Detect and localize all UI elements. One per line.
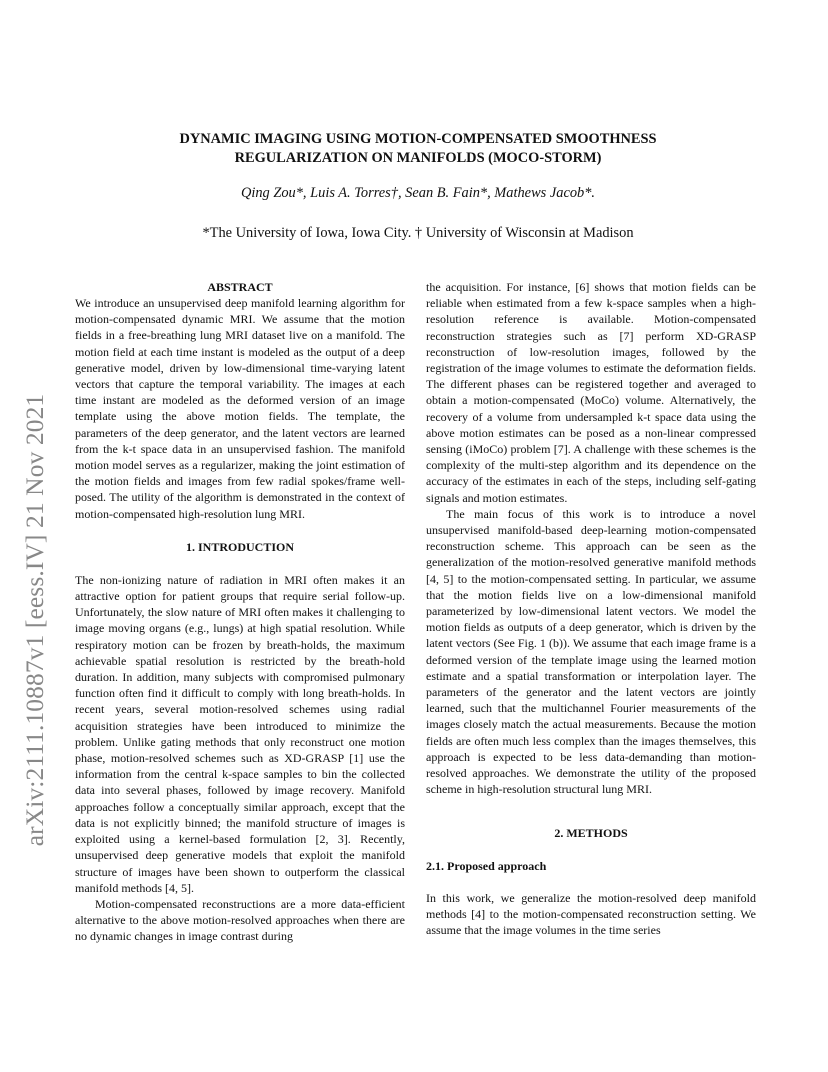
abstract-text: We introduce an unsupervised deep manifold learning algorithm for motion-compensated dynamic MRI. We assume that the motion fields in a free-breathing lung MRI dataset live on a manifold. The motion field at each time instant is modeled as the output of a deep generative model, driven by low-dimensional time-varying latent vectors that capture the temporal variability. The images at each time instant are modeled as the deformed version of an image template using the above motion fields. The template, the parameters of the deep generator, and the latent vectors are learned from the k-t space data in an unsupervised fashion. The manifold motion model serves as a regularizer, making the joint estimation of the motion fields and images from few radial spokes/frame well-posed. The utility of the algorithm is demonstrated in the context of motion-compensated high-resolution lung MRI.: [75, 296, 405, 521]
right-paragraph-1: the acquisition. For instance, [6] shows that motion fields can be reliable when estimated from a few k-space samples when a high-resolution reference is available. Motion-compensated reconstruction strategies such as [7] perform XD-GRASP reconstruction of low-resolution images, followed by the registration of the image volumes to estimate the deformation fields. The different phases can be registered together and averaged to obtain a motion-compensated (MoCo) volume. Alternatively, the recovery of a volume from undersampled k-t space data using the above motion estimates can be posed as a non-linear compressed sensing (iMoCo) problem [7]. A challenge with these schemes is the complexity of the multi-step algorithm and its dependence on the accuracy of the estimates in each of the steps, including self-gating signals and motion estimates.: [426, 280, 756, 505]
arxiv-id-text: arXiv:2111.10887v1 [eess.IV] 21 Nov 2021: [20, 393, 49, 847]
subsection-heading: 2.1. Proposed approach: [426, 858, 547, 873]
title-line-2: REGULARIZATION ON MANIFOLDS (MOCO-STORM): [234, 150, 602, 166]
intro-paragraph-2: Motion-compensated reconstructions are a more data-efficient alternative to the above motion-resolved approaches when there are no dynamic changes in image contrast during: [75, 896, 405, 944]
intro-paragraph-1: The non-ionizing nature of radiation in MRI often makes it an attractive option for patient groups that require serial follow-up. Unfortunately, the slow nature of MRI often makes it challenging to image moving organs (e.g., lungs) at high spatial resolution. While respiratory motion can be frozen by breath-holds, the maximum achievable spatial resolution is restricted by the breath-hold duration. In addition, many subjects with compromised pulmonary function often find it difficult to comply with long breath-holds. In recent years, several motion-resolved schemes using radial acquisition strategies have been introduced to minimize the problem. Unlike gating methods that only reconstruct one motion phase, motion-resolved schemes such as XD-GRASP [1] use the information from the central k-space samples to bin the collected data into several phases, followed by image recovery. Manifold approaches follow a conceptually similar approach, except that the data is not explicitly binned; the manifold structure of images is exploited using a kernel-based formulation [2, 3]. Recently, unsupervised deep generative models that exploit the manifold structure of images have been shown to outperform the classical manifold methods [4, 5].: [75, 572, 405, 895]
title-line-1: DYNAMIC IMAGING USING MOTION-COMPENSATED SMOOTHNESS: [179, 131, 657, 147]
right-column: [426, 279, 756, 938]
right-paragraph-2: The main focus of this work is to introduce a novel unsupervised manifold-based deep-learning motion-compensated reconstruction scheme. This approach can be seen as the generalization of the motion-resolved generative manifold methods [4, 5] to the motion-compensated setting. In particular, we assume that the motion fields live on a low-dimensional manifold parameterized by low-dimensional latent vectors. We model the motion fields as outputs of a deep generator, which is driven by the latent vectors (See Fig. 1 (b)). We assume that each image frame is a deformed version of the template image using the learned motion estimate and a spatial transformation or interpolation layer. The parameters of the generator and the latent vectors are jointly learned, such that the multichannel Fourier measurements of the images closely match the actual measurements. Because the motion fields are often much less complex than the images themselves, this approach is expected to be less data-demanding than motion-resolved approaches. We demonstrate the utility of the proposed scheme in high-resolution structural lung MRI.: [426, 506, 756, 797]
authors: Qing Zou*, Luis A. Torres†, Sean B. Fain*, Mathews Jacob*.: [240, 185, 596, 201]
methods-heading: 2. METHODS: [554, 825, 628, 840]
left-column: [75, 279, 405, 945]
affiliations: *The University of Iowa, Iowa City. † University of Wisconsin at Madison: [202, 225, 634, 241]
paper-title: [100, 130, 736, 168]
introduction-heading: 1. INTRODUCTION: [185, 539, 294, 554]
abstract-heading: ABSTRACT: [207, 280, 273, 294]
methods-paragraph-1: In this work, we generalize the motion-resolved deep manifold methods [4] to the motion-compensated reconstruction setting. We assume that the image volumes in the time series: [426, 890, 756, 937]
